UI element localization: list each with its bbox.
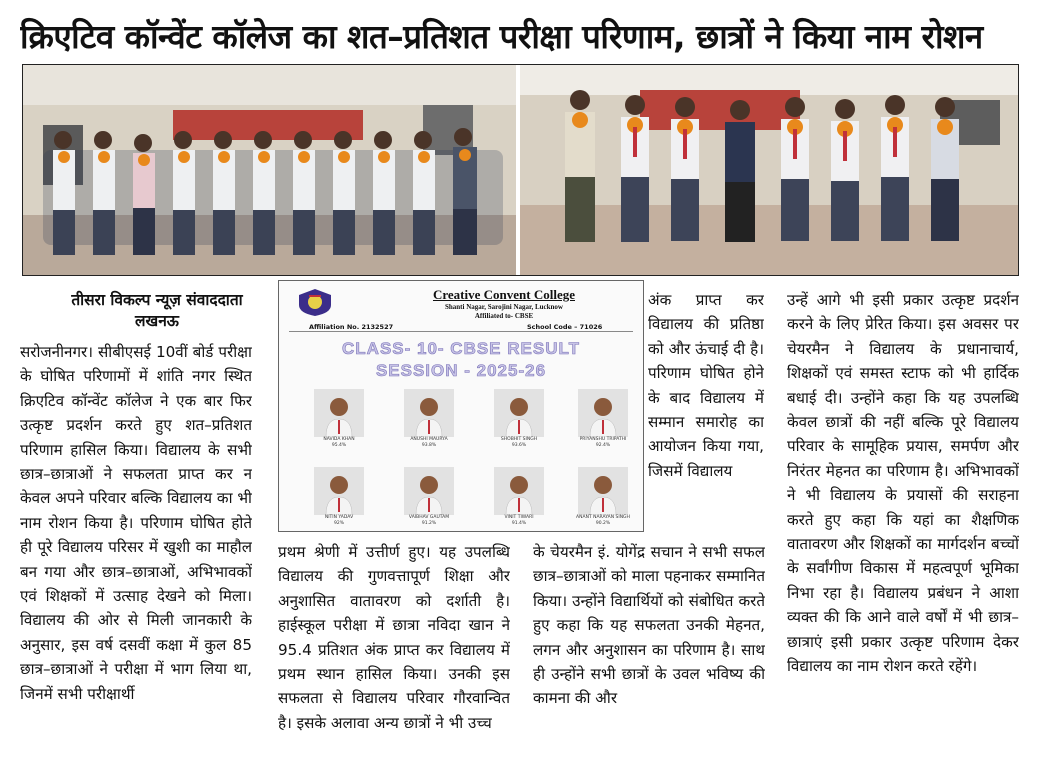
student-name: ANANT NARAYAN SINGH — [576, 515, 630, 520]
student-card — [571, 389, 635, 448]
student-photo — [314, 467, 364, 515]
student-percentage: 91.2% — [421, 521, 437, 526]
result-poster — [278, 280, 644, 532]
photo-girls-group — [23, 65, 516, 275]
student-photo — [314, 389, 364, 437]
student-percentage: 93.8% — [421, 443, 437, 448]
photo-strip — [22, 64, 1019, 276]
student-name: NITIN YADAV — [324, 515, 354, 520]
student-card — [307, 467, 371, 526]
byline — [52, 290, 262, 332]
poster-affiliation-no: Affiliation No. 2132527 — [309, 323, 394, 331]
article-column-4: उन्हें आगे भी इसी प्रकार उत्कृष्ट प्रदर्शन करने के लिए प्रेरित किया। इस अवसर पर चेयरमैन ने विद्यालय के प्रधानाचार्य, शिक्षकों एवं समस्त स्टाफ को भी हार्दिक बधाई दी। उन्होंने कहा कि यह उपलब्धि केवल छात्रों की नहीं बल्कि पूरे विद्यालय परिवार के सामूहिक प्रयास, समर्पण और निरंतर मेहनत का परिणाम है। अभिभावकों ने भी विद्यालय के प्रयासों की सराहना करते हुए कहा कि यहां का शैक्षणिक वातावरण और शिक्षकों का मार्गदर्शन बच्चों के सर्वांगीण विकास में महत्वपूर्ण भूमिका निभा रहा है। विद्यालय प्रबंधन ने आशा व्यक्त की कि आने वाले वर्षों में भी छात्र–छात्राएं इसी प्रकार उत्कृष्ट परिणाम देकर विद्यालय का नाम रोशन करते रहेंगे। — [787, 291, 1019, 676]
student-card — [397, 389, 461, 448]
student-card — [487, 467, 551, 526]
student-photo — [578, 467, 628, 515]
student-photo — [404, 389, 454, 437]
headline: क्रिएटिव कॉन्वेंट कॉलेज का शत–प्रतिशत परीक्षा परिणाम, छात्रों ने किया नाम रोशन — [20, 17, 983, 56]
article-column-3-bottom: के चेयरमैन इं. योगेंद्र सचान ने सभी सफल छात्र–छात्राओं को माला पहनाकर सम्मानित किया। उन्होंने विद्यार्थियों को संबोधित करते हुए कहा कि यह सफलता उनकी मेहनत, लगन और अनुशासन का परिणाम है। साथ ही उन्होंने सभी छात्रों के उवल भविष्य की कामना की और — [533, 543, 765, 708]
student-percentage: 91.4% — [511, 521, 527, 526]
student-percentage: 92% — [333, 521, 344, 526]
student-photo — [404, 467, 454, 515]
student-name: NAVIDA KHAN — [323, 437, 355, 442]
article-column-3-top: अंक प्राप्त कर विद्यालय की प्रतिष्ठा को और ऊंचाई दी है। परिणाम घोषित होने के बाद विद्यालय में सम्मान समारोह का आयोजन किया गया, जिसमें विद्यालय — [648, 291, 764, 480]
poster-result-line-2: SESSION - 2025-26 — [375, 361, 547, 380]
poster-college-name: Creative Convent College — [432, 287, 575, 302]
poster-divider — [289, 331, 633, 332]
student-card — [307, 389, 371, 448]
poster-result-line-1: CLASS- 10- CBSE RESULT — [342, 339, 580, 358]
student-photo — [494, 467, 544, 515]
poster-affiliation-line: Affiliated to- CBSE — [474, 312, 534, 320]
student-photo — [578, 389, 628, 437]
poster-address-line: Shanti Nagar, Sarojini Nagar, Lucknow — [445, 303, 563, 311]
student-name: VAIBHAV GAUTAM — [408, 515, 450, 520]
poster-address — [379, 303, 629, 321]
student-name: PRIYANSHU TRIPATHI — [579, 437, 627, 442]
poster-school-code: School Code – 71026 — [527, 323, 603, 331]
student-name: VINIT TIWARI — [504, 515, 534, 520]
student-percentage: 93.6% — [511, 443, 527, 448]
student-photo — [494, 389, 544, 437]
photo-boys-group — [520, 65, 1018, 275]
student-percentage: 95.4% — [331, 443, 347, 448]
article-column-1: सरोजनीनगर। सीबीएसई 10वीं बोर्ड परीक्षा के घोषित परिणामों में शांति नगर स्थित क्रिएटिव कॉन्वेंट कॉलेज ने एक बार फिर उत्कृष्ट प्रदर्शन करते हुए शत–प्रतिशत परिणाम हासिल किया। विद्यालय के सभी छात्र–छात्राओं ने सफलता प्राप्त कर न केवल अपने परिवार बल्कि विद्यालय का भी नाम रोशन किया है। परिणाम घोषित होते ही पूरे विद्यालय परिसर में खुशी का माहौल बन गया और छात्र–छात्राओं, अभिभावकों एवं शिक्षकों में उत्साह देखने को मिला। विद्यालय की ओर से मिली जानकारी के अनुसार, इस वर्ष दसवीं कक्षा में कुल 85 छात्र–छात्राओं ने परीक्षा में भाग लिया था, जिनमें सभी परीक्षार्थी — [20, 343, 252, 703]
student-card — [487, 389, 551, 448]
byline-location: लखनऊ — [135, 312, 179, 330]
student-card — [397, 467, 461, 526]
student-name: SHOBHIT SINGH — [500, 437, 538, 442]
college-logo-icon — [295, 287, 335, 317]
student-percentage: 90.2% — [595, 521, 611, 526]
student-card — [571, 467, 635, 526]
byline-reporter: तीसरा विकल्प न्यूज़ संवाददाता — [71, 291, 243, 309]
student-name: ANUSHI MAURYA — [410, 437, 448, 442]
student-percentage: 92.4% — [595, 443, 611, 448]
article-column-2: प्रथम श्रेणी में उत्तीर्ण हुए। यह उपलब्धि विद्यालय की गुणवत्तापूर्ण शिक्षा और अनुशासित वातावरण को दर्शाती है। हाईस्कूल परीक्षा में छात्रा नविदा खान ने 95.4 प्रतिशत अंक प्राप्त कर विद्यालय में प्रथम स्थान हासिल किया। उनकी इस सफलता से विद्यालय परिवार गौरवान्वित है। इसके अलावा अन्य छात्रों ने भी उच्च — [278, 543, 510, 732]
